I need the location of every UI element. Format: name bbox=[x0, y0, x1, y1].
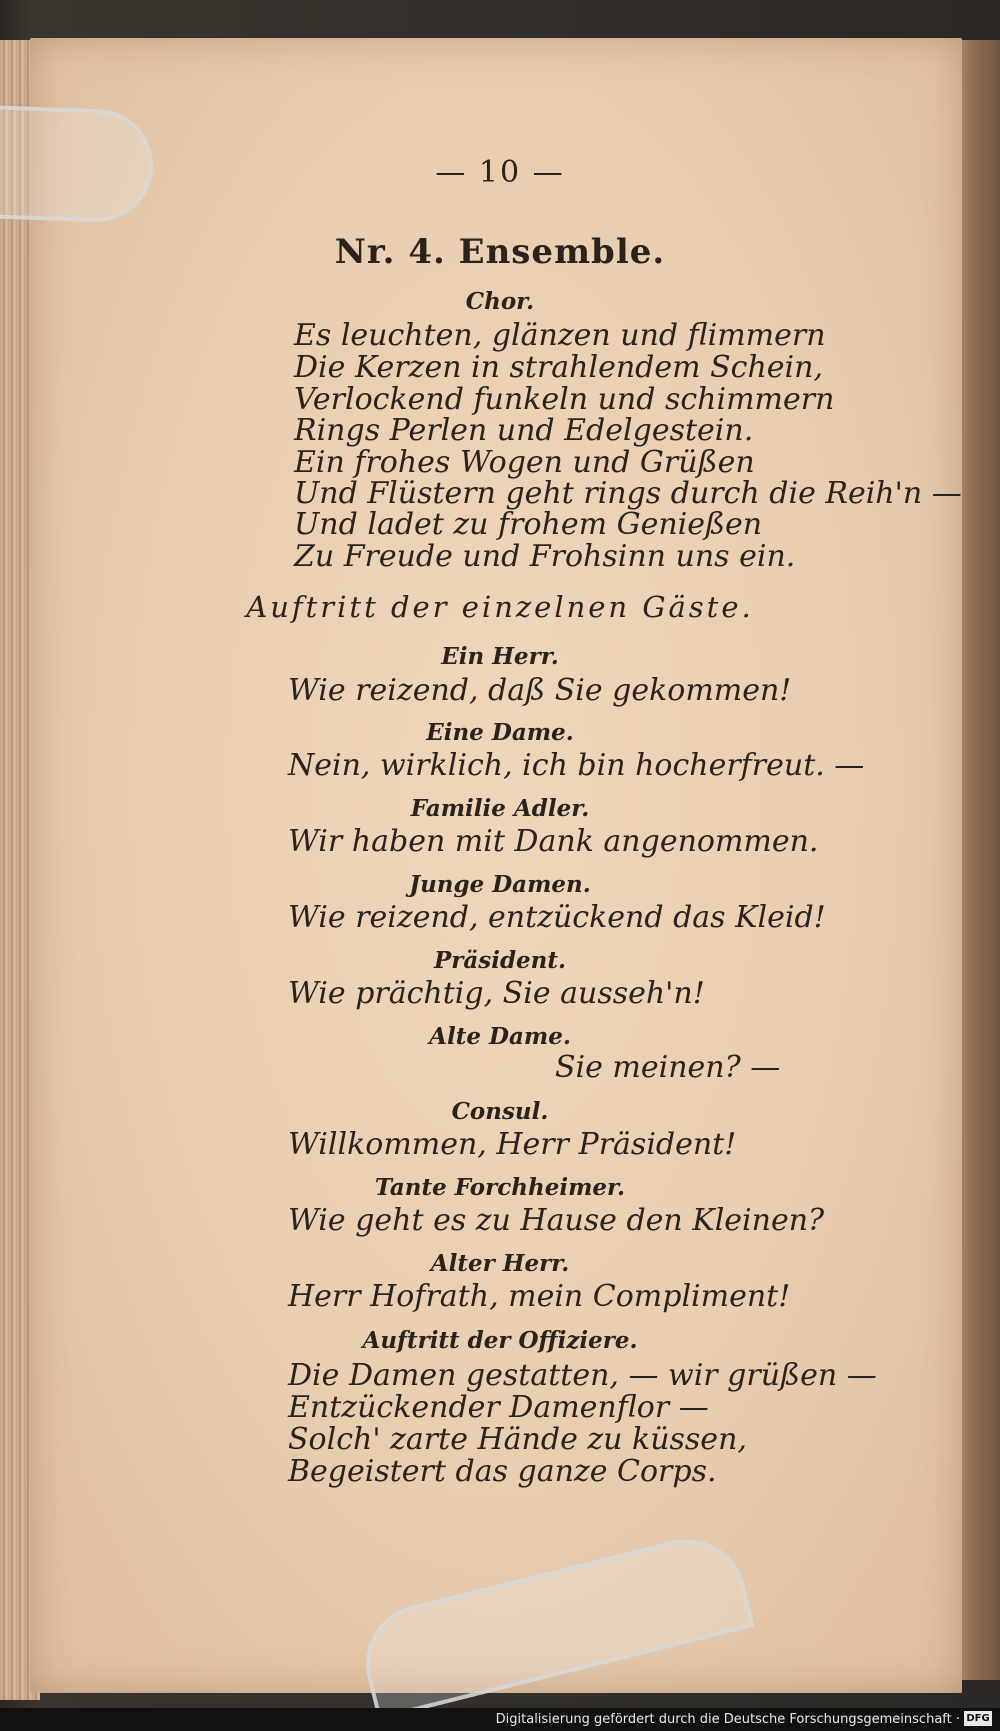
dialogue-line: Wir haben mit Dank angenommen. bbox=[288, 824, 819, 859]
chor-line: Zu Freude und Frohsinn uns ein. bbox=[294, 539, 796, 574]
officers-line: Begeistert das ganze Corps. bbox=[288, 1454, 717, 1489]
speaker-chor: Chor. bbox=[465, 288, 535, 315]
page-title: Nr. 4. Ensemble. bbox=[334, 232, 666, 272]
stage-direction-guests: Auftritt der einzelnen Gäste. bbox=[246, 590, 754, 624]
chor-line: Und ladet zu frohem Genießen bbox=[294, 507, 763, 542]
officers-line: Die Damen gestatten, — wir grüßen — bbox=[288, 1358, 877, 1393]
speaker-label: Alte Dame. bbox=[429, 1023, 571, 1050]
officers-line: Entzückender Damenflor — bbox=[288, 1390, 709, 1425]
dialogue-line: Wie reizend, entzückend das Kleid! bbox=[288, 900, 826, 935]
speaker-label: Tante Forchheimer. bbox=[374, 1174, 626, 1201]
dialogue-line: Herr Hofrath, mein Compliment! bbox=[288, 1279, 791, 1314]
dialogue-line: Wie prächtig, Sie ausseh'n! bbox=[288, 976, 705, 1011]
chor-line: Es leuchten, glänzen und flimmern bbox=[294, 318, 826, 353]
chor-line: Und Flüstern geht rings durch die Reih'n — bbox=[294, 476, 962, 511]
chor-line: Die Kerzen in strahlendem Schein, bbox=[294, 350, 823, 385]
chor-line: Ein frohes Wogen und Grüßen bbox=[294, 445, 755, 480]
speaker-label: Consul. bbox=[451, 1098, 549, 1125]
speaker-label: Junge Damen. bbox=[409, 871, 591, 898]
speaker-label: Eine Dame. bbox=[426, 719, 574, 746]
officers-line: Solch' zarte Hände zu küssen, bbox=[288, 1422, 747, 1457]
dialogue-line: Wie reizend, daß Sie gekommen! bbox=[288, 673, 792, 708]
dialogue-line: Nein, wirklich, ich bin hocherfreut. — bbox=[288, 748, 865, 783]
speaker-label: Alter Herr. bbox=[430, 1250, 570, 1277]
speaker-label: Ein Herr. bbox=[441, 643, 559, 670]
chor-line: Verlockend funkeln und schimmern bbox=[294, 382, 835, 417]
chor-line: Rings Perlen und Edelgestein. bbox=[294, 413, 754, 448]
dialogue-line: Sie meinen? — bbox=[555, 1050, 781, 1085]
dialogue-line: Willkommen, Herr Präsident! bbox=[288, 1127, 737, 1162]
funding-credit: Digitalisierung gefördert durch die Deutsche Forschungsgemeinschaft · bbox=[495, 1712, 960, 1727]
speaker-label: Familie Adler. bbox=[410, 795, 590, 822]
stage-direction-officers: Auftritt der Offiziere. bbox=[362, 1327, 638, 1354]
speaker-label: Präsident. bbox=[433, 947, 567, 974]
dialogue-line: Wie geht es zu Hause den Kleinen? bbox=[288, 1203, 825, 1238]
dfg-logo: DFG bbox=[964, 1711, 992, 1726]
page-number: — 10 — bbox=[435, 155, 565, 190]
